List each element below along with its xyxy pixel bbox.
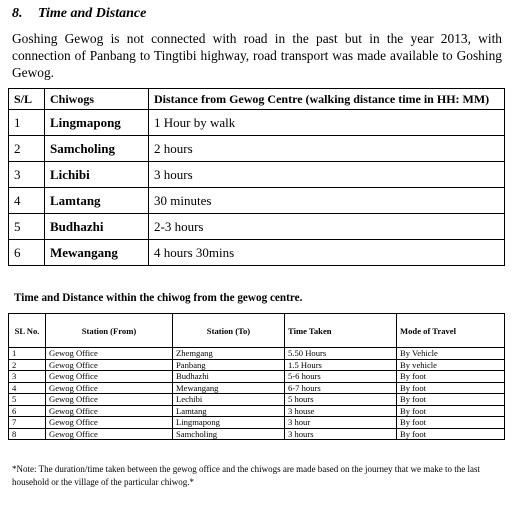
section-heading (12, 6, 146, 22)
table-row (9, 110, 505, 136)
cell-sl: 2 (9, 136, 45, 162)
cell-distance: 4 hours 30mins (149, 240, 505, 266)
header-chiwogs: Chiwogs (45, 89, 149, 110)
cell-sl-no: 2 (9, 359, 46, 371)
cell-station-to: Lechibi (173, 394, 285, 406)
intro-paragraph: Goshing Gewog is not connected with road in the past but in the year 2013, with connection of Panbang to Tingtibi highway, road transport was made available to Goshing Gewog. (12, 31, 502, 80)
cell-station-from: Gewog Office (46, 348, 173, 360)
cell-distance: 2 hours (149, 136, 505, 162)
cell-distance: 1 Hour by walk (149, 110, 505, 136)
cell-mode-of-travel: By foot (397, 405, 505, 417)
cell-distance: 2-3 hours (149, 214, 505, 240)
cell-sl-no: 8 (9, 428, 46, 440)
cell-station-from: Gewog Office (46, 371, 173, 383)
cell-time-taken: 5 hours (285, 394, 397, 406)
cell-chiwog: Lichibi (45, 162, 149, 188)
cell-time-taken: 1.5 Hours (285, 359, 397, 371)
chiwog-distance-table (8, 88, 505, 266)
table-row (9, 359, 505, 371)
cell-time-taken: 6-7 hours (285, 382, 397, 394)
cell-chiwog: Mewangang (45, 240, 149, 266)
cell-chiwog: Lamtang (45, 188, 149, 214)
cell-sl-no: 4 (9, 382, 46, 394)
cell-sl-no: 7 (9, 417, 46, 429)
table-row (9, 405, 505, 417)
table-row (9, 162, 505, 188)
travel-time-table (8, 313, 505, 440)
cell-station-to: Mewangang (173, 382, 285, 394)
cell-time-taken: 3 house (285, 405, 397, 417)
header-station-to: Station (To) (173, 314, 285, 348)
section-number: 8. (12, 6, 23, 21)
table-header-row (9, 89, 505, 110)
cell-mode-of-travel: By Vehicle (397, 348, 505, 360)
table-row (9, 382, 505, 394)
cell-mode-of-travel: By foot (397, 394, 505, 406)
table-row (9, 188, 505, 214)
cell-station-to: Panbang (173, 359, 285, 371)
table-row (9, 240, 505, 266)
chiwog-distance-table-body (9, 110, 505, 266)
cell-sl: 1 (9, 110, 45, 136)
header-station-from: Station (From) (46, 314, 173, 348)
table-row (9, 136, 505, 162)
cell-mode-of-travel: By foot (397, 371, 505, 383)
cell-station-from: Gewog Office (46, 359, 173, 371)
cell-sl: 5 (9, 214, 45, 240)
cell-station-to: Lingmapong (173, 417, 285, 429)
table-row (9, 371, 505, 383)
cell-distance: 30 minutes (149, 188, 505, 214)
cell-station-to: Budhazhi (173, 371, 285, 383)
cell-mode-of-travel: By foot (397, 428, 505, 440)
table-row (9, 348, 505, 360)
cell-sl: 4 (9, 188, 45, 214)
cell-mode-of-travel: By foot (397, 417, 505, 429)
header-distance: Distance from Gewog Centre (walking distance time in HH: MM) (149, 89, 505, 110)
table-row (9, 417, 505, 429)
table-row (9, 428, 505, 440)
header-mode-of-travel: Mode of Travel (397, 314, 505, 348)
cell-station-to: Zhemgang (173, 348, 285, 360)
cell-sl-no: 3 (9, 371, 46, 383)
cell-station-from: Gewog Office (46, 394, 173, 406)
cell-sl-no: 5 (9, 394, 46, 406)
section-title: Time and Distance (38, 6, 147, 21)
header-sl-no: SL No. (9, 314, 46, 348)
cell-station-to: Lamtang (173, 405, 285, 417)
cell-chiwog: Budhazhi (45, 214, 149, 240)
cell-time-taken: 5.50 Hours (285, 348, 397, 360)
table-row (9, 394, 505, 406)
cell-chiwog: Lingmapong (45, 110, 149, 136)
cell-station-from: Gewog Office (46, 428, 173, 440)
cell-chiwog: Samcholing (45, 136, 149, 162)
cell-time-taken: 3 hours (285, 428, 397, 440)
table-header-row (9, 314, 505, 348)
header-time-taken: Time Taken (285, 314, 397, 348)
travel-time-table-body (9, 348, 505, 440)
cell-sl-no: 6 (9, 405, 46, 417)
cell-distance: 3 hours (149, 162, 505, 188)
cell-sl: 6 (9, 240, 45, 266)
travel-table-title: Time and Distance within the chiwog from the gewog centre. (14, 292, 303, 304)
header-sl: S/L (9, 89, 45, 110)
footnote: *Note: The duration/time taken between the gewog office and the chiwogs are made based on the journey that we make to the last household or the village of the particular chiwog.* (12, 464, 481, 487)
cell-sl-no: 1 (9, 348, 46, 360)
cell-station-from: Gewog Office (46, 417, 173, 429)
cell-time-taken: 3 hour (285, 417, 397, 429)
cell-time-taken: 5-6 hours (285, 371, 397, 383)
cell-station-from: Gewog Office (46, 382, 173, 394)
cell-mode-of-travel: By foot (397, 382, 505, 394)
cell-station-to: Samcholing (173, 428, 285, 440)
table-row (9, 214, 505, 240)
cell-station-from: Gewog Office (46, 405, 173, 417)
cell-sl: 3 (9, 162, 45, 188)
cell-mode-of-travel: By vehicle (397, 359, 505, 371)
